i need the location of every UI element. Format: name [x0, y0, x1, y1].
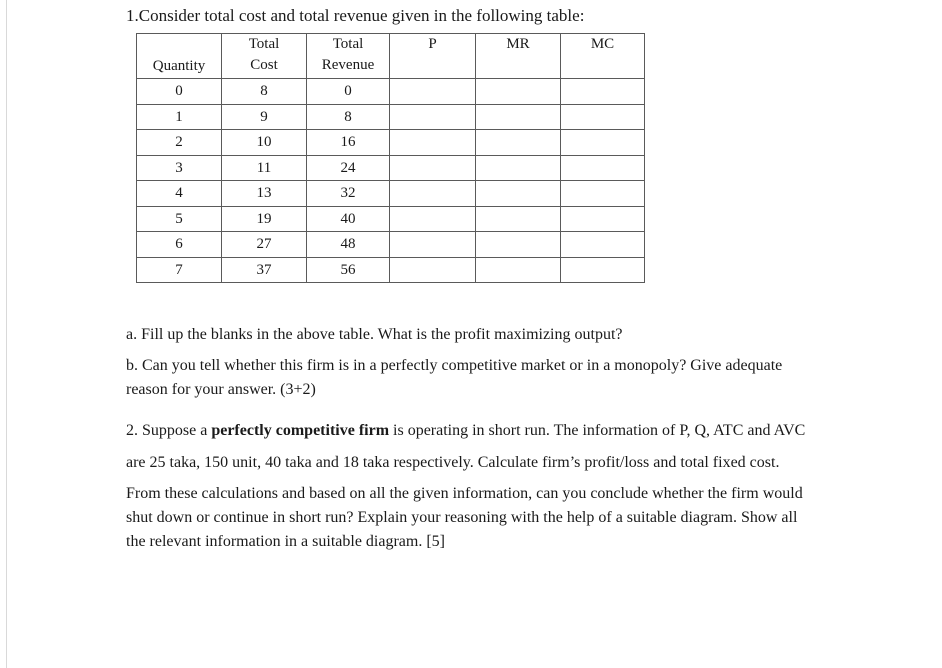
cell-mr-blank [476, 232, 561, 258]
question-2-line-1: 2. Suppose a perfectly competitive firm is operating in short run. The information of P, Q, ATC and AVC [126, 422, 806, 439]
table-row [137, 155, 645, 181]
cell-mc-blank [561, 104, 645, 130]
cell-quantity: 6 [137, 232, 222, 258]
question-1-part-b-line-1: b. Can you tell whether this firm is in a perfectly competitive market or in a monopoly? Give adequate [126, 357, 783, 374]
question-1-part-a: a. Fill up the blanks in the above table. What is the profit maximizing output? [126, 326, 623, 343]
question-2-line-3: From these calculations and based on all the given information, can you conclude whether the firm would [126, 485, 803, 502]
cell-total-revenue: 0 [307, 79, 390, 105]
header-marginal-cost: MC [561, 34, 645, 79]
cell-price-blank [390, 181, 476, 207]
table-header-row [137, 34, 645, 79]
table-row [137, 232, 645, 258]
question-1-heading: 1.Consider total cost and total revenue given in the following table: [126, 6, 585, 25]
cell-price-blank [390, 130, 476, 156]
cell-mc-blank [561, 130, 645, 156]
cell-total-cost: 37 [222, 257, 307, 283]
cell-mc-blank [561, 79, 645, 105]
cell-quantity: 4 [137, 181, 222, 207]
cell-total-cost: 10 [222, 130, 307, 156]
cell-mc-blank [561, 206, 645, 232]
table-row [137, 79, 645, 105]
cell-mr-blank [476, 181, 561, 207]
cell-quantity: 5 [137, 206, 222, 232]
cell-mr-blank [476, 155, 561, 181]
question-2-bold-term: perfectly competitive firm [211, 422, 390, 439]
question-2-line-5: the relevant information in a suitable diagram. [5] [126, 533, 445, 550]
header-price: P [390, 34, 476, 79]
cell-mc-blank [561, 257, 645, 283]
page-left-border [6, 0, 7, 668]
cell-total-revenue: 8 [307, 104, 390, 130]
table-row [137, 130, 645, 156]
header-total-revenue: Total Revenue [307, 34, 390, 79]
cell-mc-blank [561, 232, 645, 258]
cell-total-cost: 27 [222, 232, 307, 258]
cell-quantity: 0 [137, 79, 222, 105]
table-row [137, 181, 645, 207]
cell-mr-blank [476, 79, 561, 105]
cell-total-revenue: 48 [307, 232, 390, 258]
question-2-line-4: shut down or continue in short run? Explain your reasoning with the help of a suitable diagram. Show all [126, 509, 798, 526]
header-marginal-revenue: MR [476, 34, 561, 79]
table-row [137, 257, 645, 283]
cell-mr-blank [476, 130, 561, 156]
cell-total-cost: 13 [222, 181, 307, 207]
cell-price-blank [390, 79, 476, 105]
table-row [137, 104, 645, 130]
question-1-part-b-line-2: reason for your answer. (3+2) [126, 381, 316, 398]
cell-quantity: 1 [137, 104, 222, 130]
cell-total-cost: 8 [222, 79, 307, 105]
cell-total-revenue: 24 [307, 155, 390, 181]
cell-total-revenue: 40 [307, 206, 390, 232]
cell-price-blank [390, 232, 476, 258]
cell-price-blank [390, 257, 476, 283]
cell-total-revenue: 56 [307, 257, 390, 283]
cell-quantity: 2 [137, 130, 222, 156]
cell-mr-blank [476, 104, 561, 130]
cell-price-blank [390, 206, 476, 232]
cell-mr-blank [476, 206, 561, 232]
header-total-cost: Total Cost [222, 34, 307, 79]
cell-total-cost: 19 [222, 206, 307, 232]
header-quantity: Quantity [137, 34, 222, 79]
question-2-line-2: are 25 taka, 150 unit, 40 taka and 18 taka respectively. Calculate firm’s profit/loss and total fixed cost. [126, 454, 780, 471]
cell-total-cost: 9 [222, 104, 307, 130]
cell-price-blank [390, 104, 476, 130]
cell-mc-blank [561, 155, 645, 181]
table-row [137, 206, 645, 232]
cell-total-revenue: 16 [307, 130, 390, 156]
cell-mr-blank [476, 257, 561, 283]
cell-mc-blank [561, 181, 645, 207]
cost-revenue-table [136, 33, 645, 283]
cell-quantity: 3 [137, 155, 222, 181]
cell-total-revenue: 32 [307, 181, 390, 207]
cell-total-cost: 11 [222, 155, 307, 181]
cell-price-blank [390, 155, 476, 181]
cell-quantity: 7 [137, 257, 222, 283]
